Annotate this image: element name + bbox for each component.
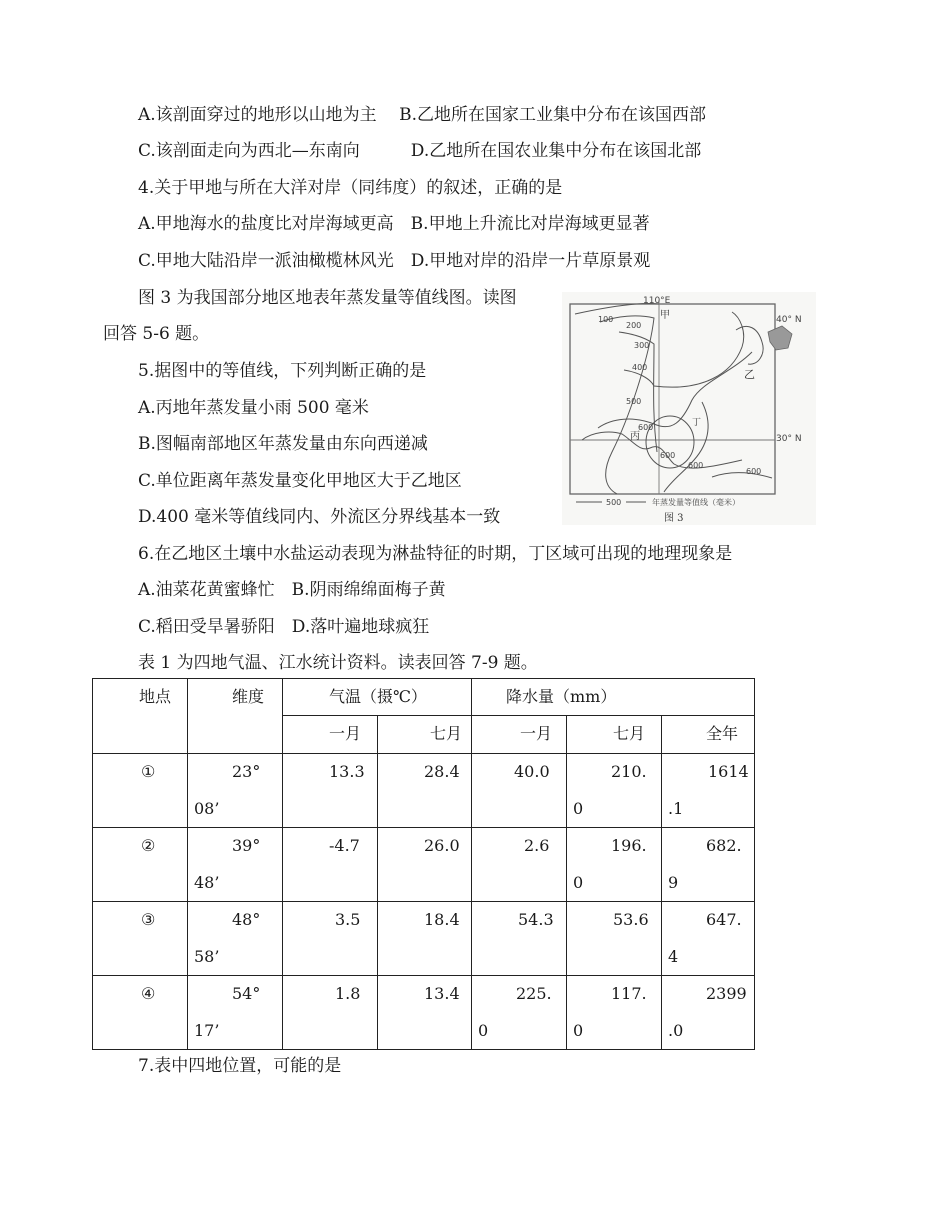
legend-text: 年蒸发量等值线（毫米） [652,498,740,507]
climate-data-table [92,678,755,1050]
header-temp-jan: 一月 [283,716,378,754]
option-5c: C.单位距离年蒸发量变化甲地区大于乙地区 [138,471,462,491]
table-row: ① 23° 08’ 13.3 28.4 40.0 210. 0 1614 .1 [93,754,755,828]
isoline-300: 300 [634,341,650,350]
label-yi: 乙 [744,368,755,381]
table-row: ③ 48° 58’ 3.5 18.4 54.3 53.6 647. 4 [93,902,755,976]
isoline-600-b: 600 [660,451,676,460]
table-intro: 表 1 为四地气温、江水统计资料。读表回答 7-9 题。 [138,653,538,673]
figure-lat40-label: 40° N [776,315,802,325]
isoline-200: 200 [626,321,642,330]
header-precip-jul: 七月 [567,716,662,754]
option-5a: A.丙地年蒸发量小雨 500 毫米 [138,398,369,418]
label-ding: 丁 [692,418,702,428]
isoline-600-c: 600 [688,461,704,470]
table-row: ④ 54° 17’ 1.8 13.4 225. 0 117. 0 2399 .0 [93,976,755,1050]
option-4cd: C.甲地大陆沿岸一派油橄榄林风光 D.甲地对岸的沿岸一片草原景观 [138,251,651,271]
option-6ab: A.油菜花黄蜜蜂忙 B.阴雨绵绵面梅子黄 [138,580,446,600]
question-7: 7.表中四地位置，可能的是 [138,1056,342,1076]
legend-value: 500 [606,498,622,507]
option-5b: B.图幅南部地区年蒸发量由东向西递减 [138,434,428,454]
isoline-500: 500 [626,397,642,406]
question-6: 6.在乙地区土壤中水盐运动表现为淋盐特征的时期，丁区域可出现的地理现象是 [138,544,733,564]
header-place: 地点 [93,679,188,754]
header-precip-jan: 一月 [472,716,567,754]
header-latitude: 维度 [188,679,283,754]
figure-intro-cont: 回答 5-6 题。 [103,324,210,344]
header-precip-year: 全年 [662,716,755,754]
header-temp-jul: 七月 [378,716,472,754]
option-3a: A.该剖面穿过的地形以山地为主 B.乙地所在国家工业集中分布在该国西部 [138,105,706,125]
isoline-100: 100 [598,315,614,324]
question-5: 5.据图中的等值线，下列判断正确的是 [138,361,427,381]
isoline-400: 400 [632,363,648,372]
header-temperature: 气温（摄℃） [283,679,472,716]
option-5d: D.400 毫米等值线同内、外流区分界线基本一致 [138,507,501,527]
option-4ab: A.甲地海水的盐度比对岸海域更高 B.甲地上升流比对岸海域更显著 [138,214,650,234]
figure-lon-label: 110°E [643,296,671,306]
isoline-600-a: 600 [638,423,654,432]
evaporation-isoline-map [562,292,816,525]
isoline-600-d: 600 [746,467,762,476]
header-precipitation: 降水量（mm） [472,679,755,716]
table-row: ② 39° 48’ -4.7 26.0 2.6 196. 0 682. 9 [93,828,755,902]
figure-lat30-label: 30° N [776,434,802,444]
label-bing: 丙 [630,431,640,442]
figure-caption: 图 3 [664,513,684,524]
option-3c: C.该剖面走向为西北—东南向 D.乙地所在国农业集中分布在该国北部 [138,141,702,161]
option-6cd: C.稻田受旱暑骄阳 D.落叶遍地球疯狂 [138,617,430,637]
figure-intro: 图 3 为我国部分地区地表年蒸发量等值线图。读图 [138,288,517,308]
label-jia: 甲 [660,310,670,321]
question-4: 4.关于甲地与所在大洋对岸（同纬度）的叙述，正确的是 [138,178,563,198]
